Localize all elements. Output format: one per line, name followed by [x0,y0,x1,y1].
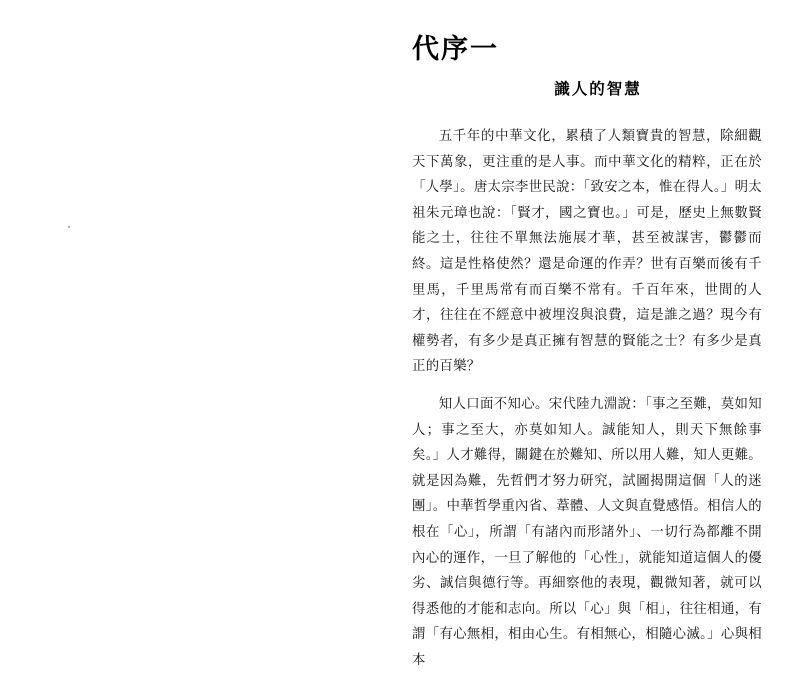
chapter-subtitle: 識人的智慧 [554,79,642,98]
chapter-title: 代序一 [412,34,499,65]
paragraph-2: 知人口面不知心。宋代陸九淵說：「事之至難，莫如知人；事之至大，亦莫如知人。誠能知人，則天下無餘事矣。」人才難得，關鍵在於難知、所以用人難，知人更難。就是因為難，先哲們才努力研究，試圖揭開這個「人的迷團」。中華哲學重內省、葦體、人文與直覺感悟。相信人的根在「心」，所謂「有諸內而形諸外」、一切行為都離不開內心的運作，一旦了解他的「心性」，就能知道這個人的優劣、誠信與德行等。再細察他的表現，觀微知著，就可以得悉他的才能和志向。所以「心」與「相」，往往相通，有謂「有心無相，相由心生。有相無心，相隨心滅。」心與相本 [412,396,762,668]
paragraph-1: 五千年的中華文化，累積了人類寶貴的智慧，除細觀天下萬象，更注重的是人事。而中華文化的精粹，正在於「人學」。唐太宗李世民說：「致安之本，惟在得人。」明太祖朱元璋也說：「賢才，國之寶也。」可是，歷史上無數賢能之士，往往不單無法施展才華，甚至被謀害，鬱鬱而終。這是性格使然？還是命運的作弄？世有百樂而後有千里馬，千里馬常有而百樂不常有。千百年來，世間的人才，往往在不經意中被埋沒與浪費，這是誰之過？現今有權勢者，有多少是真正擁有智慧的賢能之士？有多少是真正的百樂？ [412,129,762,375]
book-page-right [412,30,762,673]
scan-speck [68,226,70,228]
